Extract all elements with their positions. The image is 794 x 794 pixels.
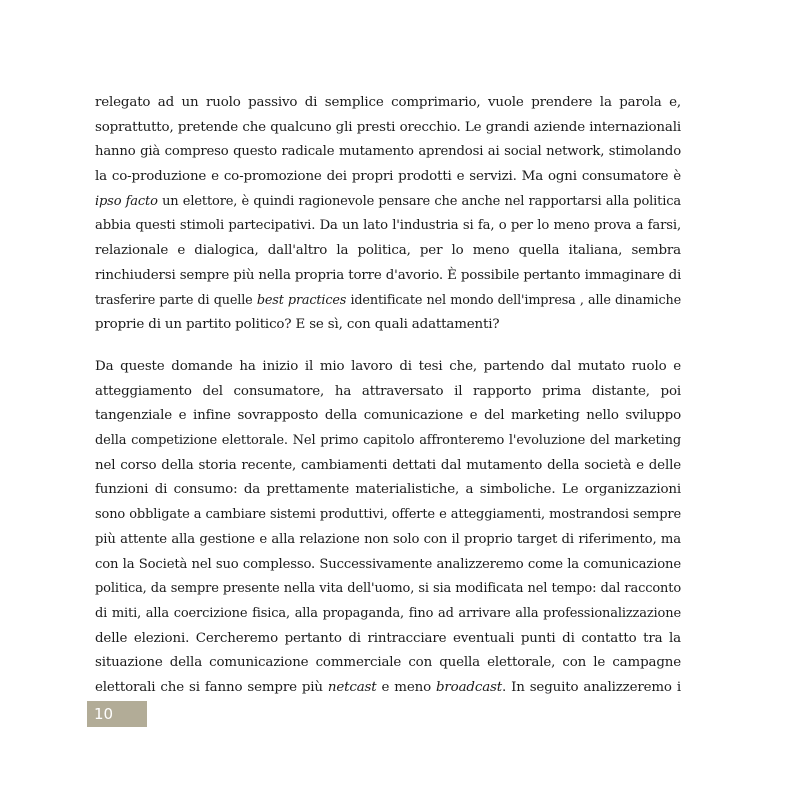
text-line: più attente alla gestione e alla relazione non solo con il proprio target di riferimento, ma: [95, 531, 681, 547]
text-line: soprattutto, pretende che qualcuno gli presti orecchio. Le grandi aziende internazionali: [95, 119, 681, 135]
page-number: 10: [94, 705, 114, 723]
text-line: trasferire parte di quelle best practices identificate nel mondo dell'impresa , alle dinamiche: [95, 292, 681, 308]
text-line: tangenziale e infine sovrapposto della comunicazione e del marketing nello sviluppo: [95, 408, 681, 424]
text-line: rinchiudersi sempre più nella propria torre d'avorio. È possibile pertanto immaginare di: [95, 267, 681, 283]
text-line: sono obbligate a cambiare sistemi produttivi, offerte e atteggiamenti, mostrandosi sempre: [95, 507, 681, 523]
text-line: situazione della comunicazione commerciale con quella elettorale, con le campagne: [95, 655, 681, 671]
text-line: relazionale e dialogica, dall'altro la politica, per lo meno quella italiana, sembra: [95, 243, 681, 259]
text-line: elettorali che si fanno sempre più netcast e meno broadcast. In seguito analizzeremo i: [95, 679, 681, 695]
text-line: politica, da sempre presente nella vita dell'uomo, si sia modificata nel tempo: dal racconto: [95, 581, 681, 597]
italic-phrase: ipso facto: [95, 193, 158, 209]
text-line: relegato ad un ruolo passivo di semplice comprimario, vuole prendere la parola e,: [95, 95, 681, 110]
text-line: proprie di un partito politico? E se sì, con quali adattamenti?: [95, 317, 500, 333]
italic-phrase: netcast: [327, 679, 377, 695]
text-line: ipso facto un elettore, è quindi ragionevole pensare che anche nel rapportarsi alla politica: [95, 193, 681, 209]
text-line: funzioni di consumo: da prettamente materialistiche, a simboliche. Le organizzazioni: [95, 482, 681, 498]
italic-phrase: best practices: [256, 292, 347, 308]
text-line: abbia questi stimoli partecipativi. Da un lato l'industria si fa, o per lo meno prova a farsi,: [95, 218, 681, 234]
page-number-badge: [87, 701, 147, 727]
text-line: Da queste domande ha inizio il mio lavoro di tesi che, partendo dal mutato ruolo e: [95, 359, 681, 374]
text-line: della competizione elettorale. Nel primo capitolo affronteremo l'evoluzione del marketing: [95, 433, 681, 449]
paragraph-2: [95, 355, 681, 701]
text-line: hanno già compreso questo radicale mutamento aprendosi ai social network, stimolando: [95, 144, 681, 160]
text-line: con la Società nel suo complesso. Successivamente analizzeremo come la comunicazione: [95, 556, 681, 572]
text-line: atteggiamento del consumatore, ha attraversato il rapporto prima distante, poi: [95, 383, 681, 399]
text-line: di miti, alla coercizione fisica, alla propaganda, fino ad arrivare alla professionalizzazione: [95, 605, 681, 621]
text-line: nel corso della storia recente, cambiamenti dettati dal mutamento della società e delle: [95, 457, 681, 473]
paragraph-1: [95, 91, 681, 338]
italic-phrase: broadcast: [436, 679, 502, 695]
text-line: la co-produzione e co-promozione dei propri prodotti e servizi. Ma ogni consumatore è: [95, 169, 681, 185]
text-line: delle elezioni. Cercheremo pertanto di rintracciare eventuali punti di contatto tra la: [95, 630, 681, 646]
